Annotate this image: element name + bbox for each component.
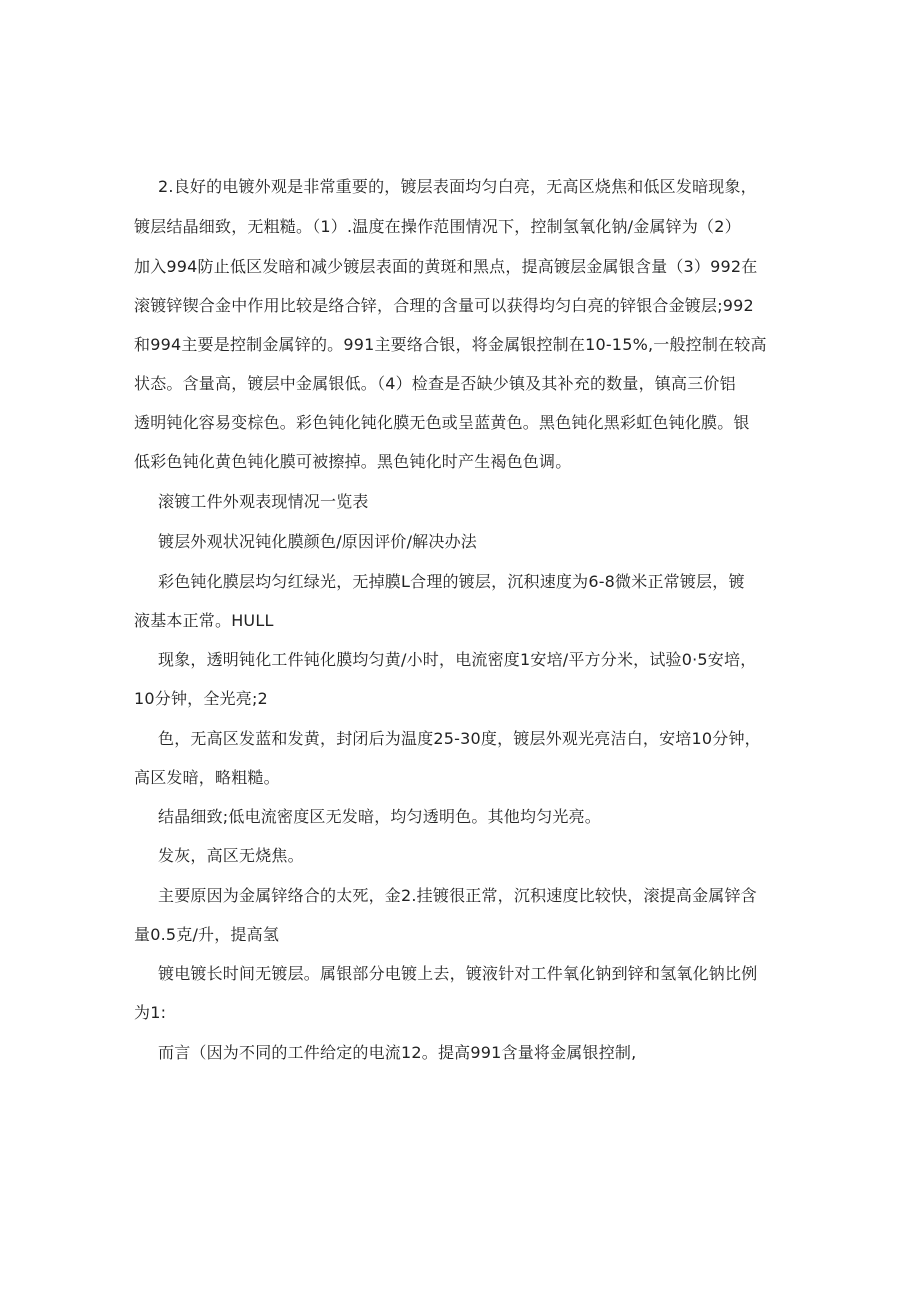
text-line: 现象，透明钝化工件钝化膜均匀黄/小时，电流密度1安培/平方分米，试验0·5安培， [158, 650, 757, 669]
text-line: 色，无高区发蓝和发黄，封闭后为温度25-30度，镀层外观光亮洁白，安培10分钟， [158, 729, 761, 748]
text-line: 滚镀锌锲合金中作用比较是络合锌，合理的含量可以获得均匀白亮的锌银合金镀层;992 [134, 296, 754, 315]
text-line: 10分钟，全光亮;2 [134, 689, 268, 708]
text-line: 和994主要是控制金属锌的。991主要络合银，将金属银控制在10-15%,一般控制在较高 [134, 335, 767, 354]
text-line: 透明钝化容易变棕色。彩色钝化钝化膜无色或呈蓝黄色。黑色钝化黑彩虹色钝化膜。银 [134, 413, 750, 432]
text-line: 镀层结晶细致，无粗糙。（1）.温度在操作范围情况下，控制氢氧化钠/金属锌为（2） [134, 217, 741, 236]
text-line: 液基本正常。HULL [134, 611, 274, 630]
text-line: 主要原因为金属锌络合的太死，金2.挂镀很正常，沉积速度比较快，滚提高金属锌含 [158, 886, 757, 905]
text-line: 状态。含量高，镀层中金属银低。（4）检查是否缺少镇及其补充的数量，镇高三价铝 [134, 374, 736, 393]
text-line: 为1: [134, 1003, 167, 1022]
text-line: 2.良好的电镀外观是非常重要的，镀层表面均匀白亮，无高区烧焦和低区发暗现象， [158, 177, 757, 196]
text-line: 发灰，高区无烧焦。 [158, 846, 304, 865]
table-title: 滚镀工件外观表现情况一览表 [158, 492, 369, 511]
text-line: 量0.5克/升，提高氢 [134, 925, 280, 944]
text-line: 加入994防止低区发暗和减少镀层表面的黄斑和黑点，提高镀层金属银含量（3）992在 [134, 257, 758, 276]
text-line: 而言（因为不同的工件给定的电流12。提高991含量将金属银控制, [158, 1043, 637, 1062]
text-line: 高区发暗，略粗糙。 [134, 768, 280, 787]
table-header: 镀层外观状况钝化膜颜色/原因评价/解决办法 [158, 532, 477, 551]
text-line: 镀电镀长时间无镀层。属银部分电镀上去，镀液针对工件氧化钠到锌和氢氧化钠比例 [158, 964, 758, 983]
text-line: 彩色钝化膜层均匀红绿光，无掉膜L合理的镀层，沉积速度为6-8微米正常镀层，镀 [158, 572, 745, 591]
text-line: 结晶细致;低电流密度区无发暗，均匀透明色。其他均匀光亮。 [158, 807, 601, 826]
text-line: 低彩色钝化黄色钝化膜可被擦掉。黑色钝化时产生褐色色调。 [134, 452, 572, 471]
